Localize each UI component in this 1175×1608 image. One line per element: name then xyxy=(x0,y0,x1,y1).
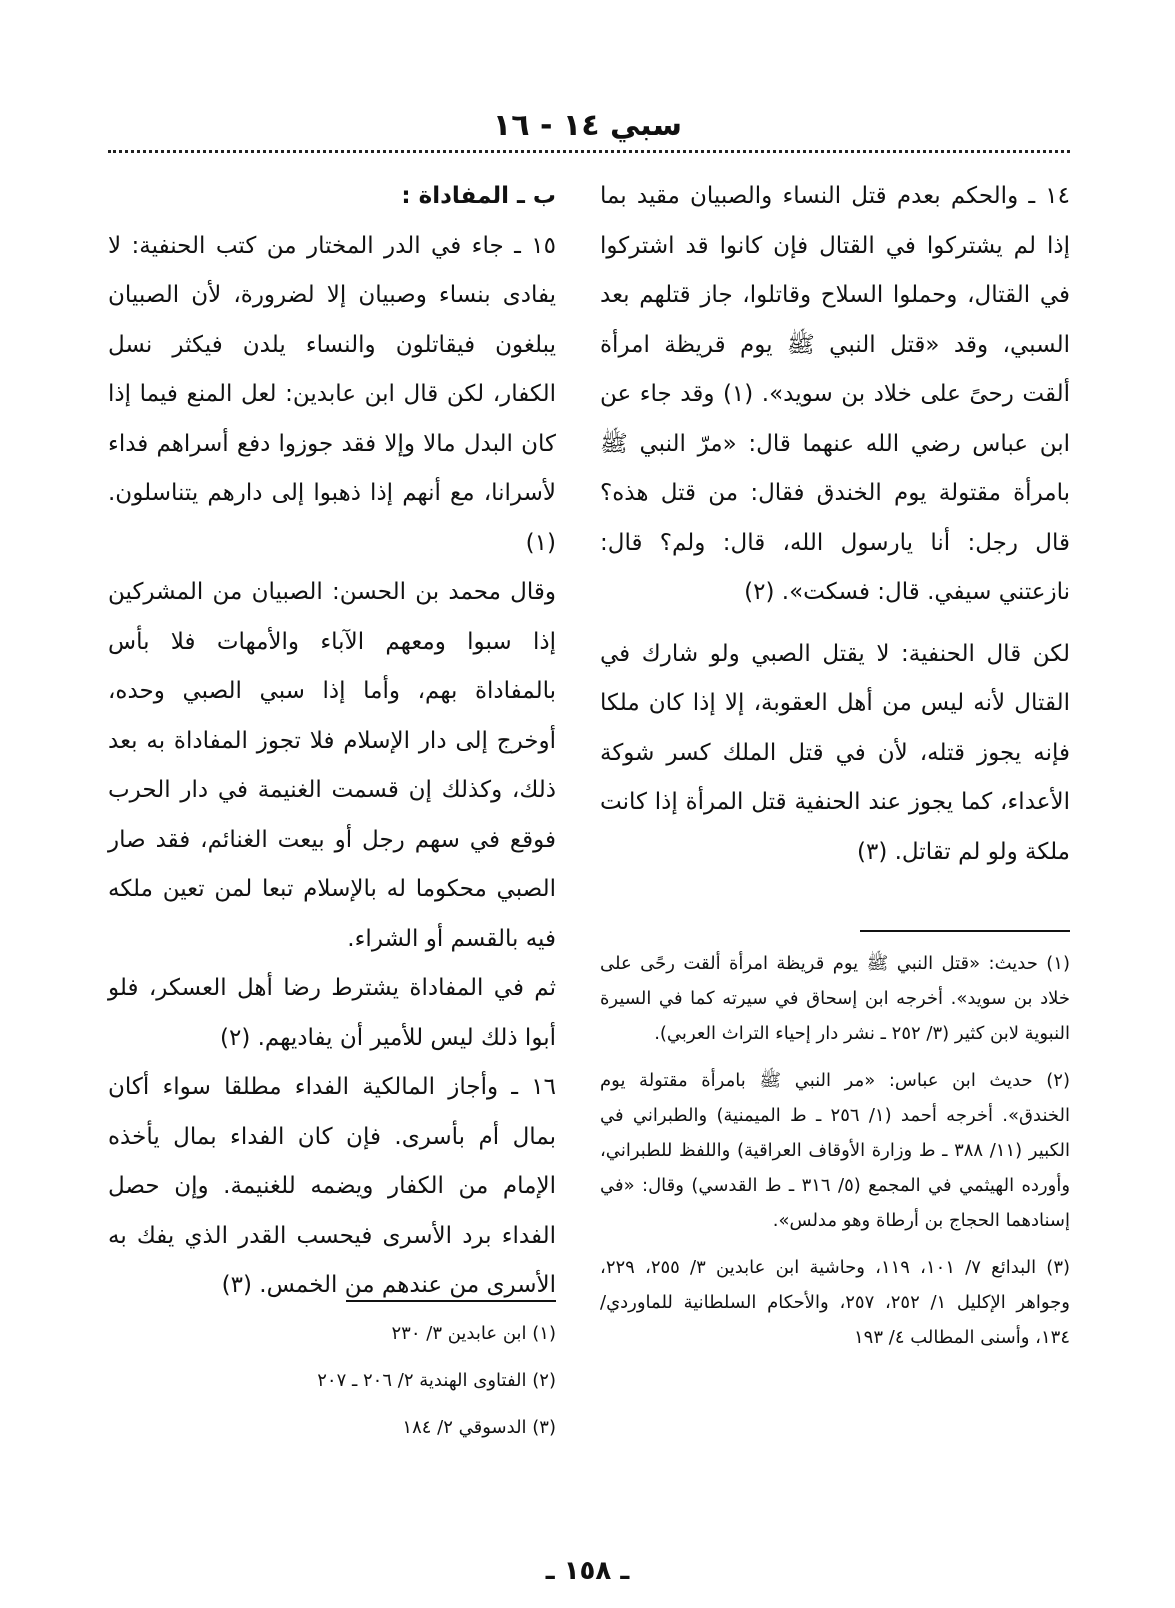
footnotes-right xyxy=(600,930,1070,1367)
footnotes-left xyxy=(108,1300,556,1457)
footnote-item: (١) حديث: «قتل النبي ﷺ يوم قريظة امرأة ألقت رحًى على خلاد بن سويد». أخرجه ابن إسحاق في سيرته كما في السيرة النبوية لابن كثير (٣/ ٢٥٢ ـ نشر دار إحياء التراث العربي). xyxy=(600,953,1070,1044)
footnote-divider xyxy=(860,930,1070,932)
footnote-item: (٢) حديث ابن عباس: «مر النبي ﷺ بامرأة مقتولة يوم الخندق». أخرجه أحمد (١/ ٢٥٦ ـ ط الميمنية) والطبراني في الكبير (١١/ ٣٨٨ ـ ط وزارة الأوقاف العراقية) واللفظ للطبراني، وأورده الهيثمي في المجمع (٥/ ٣١٦ ـ ط القدسي) وقال: «في إسنادهما الحجاج بن أرطاة وهو مدلس». xyxy=(600,1070,1071,1231)
section-heading-mufadat: ب ـ المفاداة : xyxy=(401,183,556,209)
header-dotted-rule xyxy=(108,150,1070,153)
footnote-item: (٢) الفتاوى الهندية ٢/ ٢٠٦ ـ ٢٠٧ xyxy=(317,1370,556,1391)
paragraph-14: ١٤ ـ والحكم بعدم قتل النساء والصبيان مقيد بما إذا لم يشتركوا في القتال فإن كانوا قد اشتركوا في القتال، وحملوا السلاح وقاتلوا، جاز قتلهم بعد السبي، وقد «قتل النبي ﷺ يوم قريظة امرأة ألقت رحىً على خلاد بن سويد». (١) وقد جاء عن ابن عباس رضي الله عنهما قال: «مرّ النبي ﷺ بامرأة مقتولة يوم الخندق فقال: من قتل هذه؟ قال رجل: أنا يارسول الله، قال: ولم؟ قال: نازعتني سيفي. قال: فسكت». (٢) xyxy=(600,183,1070,605)
footnote-item: (٣) الدسوقي ٢/ ١٨٤ xyxy=(402,1417,556,1438)
footnote-item: (٣) البدائع ٧/ ١٠١، ١١٩، وحاشية ابن عابدين ٣/ ٢٥٥، ٢٢٩، وجواهر الإكليل ١/ ٢٥٢، ٢٥٧، والأحكام السلطانية للماوردي/ ١٣٤، وأسنى المطالب ٤/ ١٩٣ xyxy=(600,1257,1071,1348)
page-number: ـ ١٥٨ ـ xyxy=(545,1556,630,1586)
running-header: سبي ١٤ - ١٦ xyxy=(492,108,683,143)
footnote-item: (١) ابن عابدين ٣/ ٢٣٠ xyxy=(391,1323,556,1344)
paragraph-hanafi-exception: لكن قال الحنفية: لا يقتل الصبي ولو شارك في القتال لأنه ليس من أهل العقوبة، إلا إذا كان ملكا فإنه يجوز قتله، لأن في قتل الملك كسر شوكة الأعداء، كما يجوز عند الحنفية قتل المرأة إذا كانت ملكة ولو لم تقاتل. (٣) xyxy=(600,640,1070,865)
left-column xyxy=(108,172,556,1311)
paragraph-15: ١٥ ـ جاء في الدر المختار من كتب الحنفية: لا يفادى بنساء وصبيان إلا لضرورة، لأن الصبيان يبلغون فيقاتلون والنساء يلدن فيكثر نسل الكفار، لكن قال ابن عابدين: لعل المنع فيما إذا كان البدل مالا وإلا فقد جوزوا دفع أسراهم فداء لأسرانا، مع أنهم إذا ذهبوا إلى دارهم يتناسلون. (١) xyxy=(108,232,556,556)
paragraph-16: ١٦ ـ وأجاز المالكية الفداء مطلقا سواء أكان بمال أم بأسرى. فإن كان الفداء بمال يأخذه الإمام من الكفار ويضمه للغنيمة. وإن حصل الفداء برد الأسرى فيحسب القدر الذي يفك به الأسرى من عندهم من الخمس. (٣) xyxy=(108,1074,556,1298)
right-column xyxy=(600,172,1070,877)
paragraph-muhammad-ibn-hasan: وقال محمد بن الحسن: الصبيان من المشركين إذا سبوا ومعهم الآباء والأمهات فلا بأس بالمفاداة بهم، وأما إذا سبي الصبي وحده، أوخرج إلى دار الإسلام فلا تجوز المفاداة به بعد ذلك، وكذلك إن قسمت الغنيمة في دار الحرب فوقع في سهم رجل أو بيعت الغنائم، فقد صار الصبي محكوما له بالإسلام تبعا لمن تعين ملكه فيه بالقسم أو الشراء. xyxy=(108,579,556,952)
footnote-divider xyxy=(346,1300,556,1302)
paragraph-army-consent: ثم في المفاداة يشترط رضا أهل العسكر، فلو أبوا ذلك ليس للأمير أن يفاديهم. (٢) xyxy=(108,975,556,1051)
